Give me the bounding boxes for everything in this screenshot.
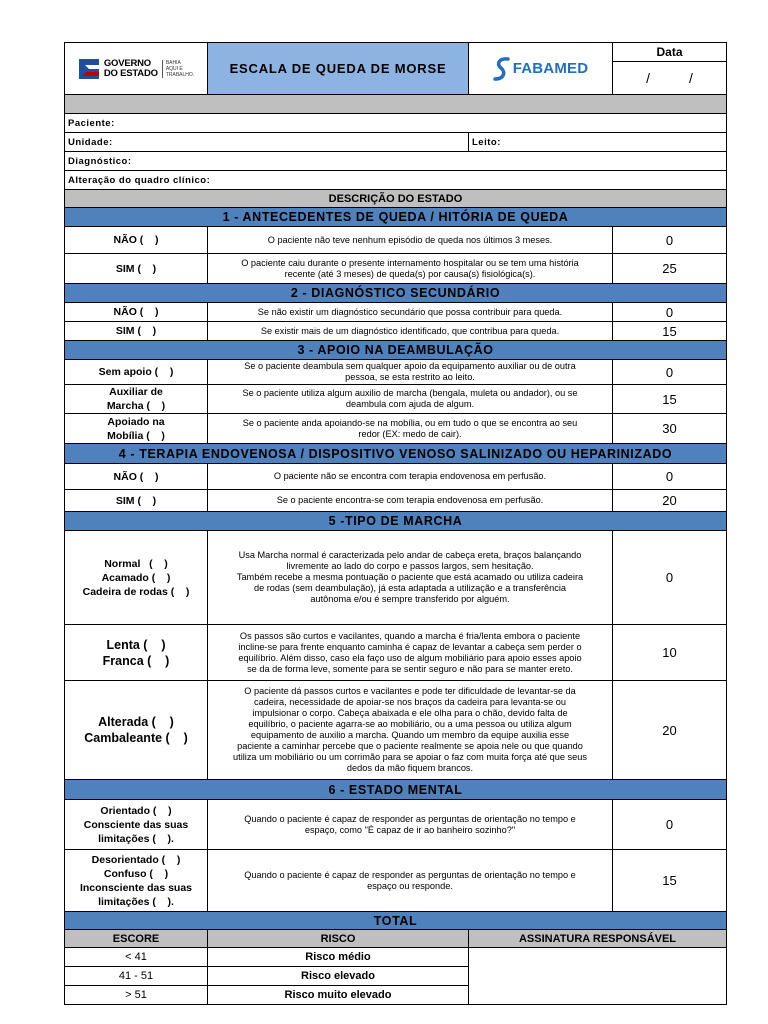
description-line: Quando o paciente é capaz de responder as perguntas de orientação no tempo e	[244, 869, 576, 880]
description-line: autônoma e/ou é sempre transferido por alguém.	[310, 594, 510, 604]
description-line: se da de forma leve, somente para se sentir seguro e não para se manter ereto.	[247, 663, 573, 674]
option-checkbox[interactable]	[65, 800, 208, 850]
criteria-description	[208, 303, 613, 322]
option-label: Auxiliar de	[109, 386, 163, 398]
option-label: Confuso ( )	[103, 867, 169, 880]
logo-tag1: BAHIA	[165, 59, 181, 66]
option-checkbox[interactable]	[65, 490, 208, 512]
criteria-description	[208, 490, 613, 512]
option-label: SIM ( )	[115, 262, 157, 275]
option-label: Sem apoio ( )	[98, 366, 174, 378]
escore-range: < 41	[65, 948, 208, 967]
option-label: Orientado ( )	[100, 804, 172, 817]
criteria-row	[65, 385, 727, 414]
description-line: Também recebe a mesma pontuação o paciente que está acamado ou utiliza cadeira	[236, 572, 584, 582]
option-label: Consciente das suas	[83, 818, 189, 831]
criteria-description	[208, 681, 613, 780]
description-line: pessoa, se esta restrito ao leito.	[345, 372, 475, 382]
criteria-description	[208, 531, 613, 625]
section-header: 3 - APOIO NA DEAMBULAÇÃO	[65, 341, 727, 360]
option-label: Cambaleante ( )	[84, 731, 188, 745]
criteria-row	[65, 531, 727, 625]
description-line: incline-se para frente enquanto caminha é capaz de levantar a cabeça sem perder o	[238, 641, 582, 652]
risco-column-header: RISCO	[208, 930, 469, 948]
description-line: O paciente não teve nenhum episódio de queda nos últimos 3 meses.	[267, 234, 553, 245]
description-line: O paciente dá passos curtos e vacilantes e pode ter dificuldade de levantar-se da	[244, 686, 576, 696]
option-label: Cadeira de rodas ( )	[82, 585, 190, 598]
option-label: limitações ( ).	[98, 895, 174, 908]
option-checkbox[interactable]	[65, 850, 208, 912]
criteria-row	[65, 490, 727, 512]
description-line: Se o paciente deambula sem qualquer apoio da equipamento auxiliar ou de outra	[244, 361, 576, 371]
criteria-row	[65, 850, 727, 912]
signature-field[interactable]	[469, 948, 727, 1005]
description-line: espaço, como "É capaz de ir ao banheiro sozinho?"	[304, 824, 516, 835]
option-label: Desorientado ( )	[91, 853, 181, 866]
description-line: deambula com ajuda de algum.	[345, 399, 475, 409]
section-header: 2 - DIAGNÓSTICO SECUNDÁRIO	[65, 284, 727, 303]
description-line: impulsionar o corpo. Cabeça abaixada e ele olha para o chão, devido falta de	[252, 708, 568, 718]
leito-field[interactable]: Leito:	[469, 133, 727, 152]
option-label: SIM ( )	[115, 325, 157, 337]
description-line: cadeira, necessidade de apoiar-se nos braços da cadeira para levanta-se ou	[253, 697, 567, 707]
form-title: ESCALA DE QUEDA DE MORSE	[208, 43, 469, 95]
risk-level: Risco muito elevado	[208, 986, 469, 1005]
logo-line1: GOVERNO	[103, 57, 151, 69]
governo-bahia-logo	[65, 43, 208, 95]
total-header: TOTAL	[65, 912, 727, 930]
criteria-row	[65, 322, 727, 341]
option-checkbox[interactable]	[65, 531, 208, 625]
score-value: 0	[613, 360, 727, 385]
score-value: 0	[613, 464, 727, 490]
criteria-row	[65, 360, 727, 385]
option-label: Acamado ( )	[101, 571, 171, 584]
description-line: paciente a caminhar percebe que o paciente realmente se apoia nele ou que quando	[237, 741, 583, 751]
option-label: NÃO ( )	[113, 306, 159, 318]
option-checkbox[interactable]	[65, 322, 208, 341]
option-label: NÃO ( )	[113, 470, 159, 483]
criteria-description	[208, 254, 613, 284]
description-line: Os passos são curtos e vacilantes, quando a marcha é fria/lenta embora o paciente	[239, 630, 581, 641]
gray-divider	[65, 95, 727, 114]
criteria-description	[208, 360, 613, 385]
description-line: Se existir mais de um diagnóstico identificado, que contribua para queda.	[260, 325, 560, 336]
diagnostico-field[interactable]: Diagnóstico:	[65, 152, 727, 171]
option-label: SIM ( )	[115, 494, 157, 507]
score-value: 0	[613, 531, 727, 625]
description-line: de rodas (sem deambulação), já esta adaptada a utilização e a transferência	[253, 583, 567, 593]
score-value: 0	[613, 227, 727, 254]
risk-level: Risco elevado	[208, 967, 469, 986]
date-field[interactable]: / /	[613, 62, 727, 95]
criteria-row	[65, 303, 727, 322]
escore-range: 41 - 51	[65, 967, 208, 986]
description-line: espaço ou responde.	[367, 880, 453, 891]
fabamed-s-icon	[493, 56, 511, 82]
score-value: 10	[613, 625, 727, 681]
bahia-flag-icon	[78, 58, 100, 80]
score-value: 20	[613, 681, 727, 780]
escore-column-header: ESCORE	[65, 930, 208, 948]
score-value: 25	[613, 254, 727, 284]
criteria-row	[65, 800, 727, 850]
criteria-description	[208, 414, 613, 444]
criteria-row	[65, 681, 727, 780]
criteria-description	[208, 385, 613, 414]
criteria-description	[208, 850, 613, 912]
option-label: Franca ( )	[102, 653, 170, 668]
description-line: Usa Marcha normal é caracterizada pelo andar de cabeça ereta, braços balançando	[238, 550, 582, 560]
criteria-row	[65, 254, 727, 284]
option-label: limitações ( ).	[98, 832, 174, 845]
description-line: equilíbrio, o paciente agarra-se ao mobiliário, ou a uma pessoa ou utiliza algum	[248, 719, 572, 729]
description-line: utiliza um mobiliário ou um corrimão para se apoiar o faz com muita força até que seus	[233, 752, 587, 762]
unidade-field[interactable]: Unidade:	[65, 133, 469, 152]
description-line: Se não existir um diagnóstico secundário que possa contribuir para queda.	[257, 306, 563, 317]
score-value: 0	[613, 303, 727, 322]
description-line: O paciente caiu durante o presente internamento hospitalar ou se tem uma história	[241, 257, 579, 268]
section-header: 5 -TIPO DE MARCHA	[65, 512, 727, 531]
option-checkbox[interactable]	[65, 464, 208, 490]
description-line: Se o paciente encontra-se com terapia endovenosa em perfusão.	[276, 495, 544, 505]
option-label: Marcha ( )	[106, 400, 166, 412]
fabamed-text: FABAMED	[512, 60, 589, 77]
section-header: 4 - TERAPIA ENDOVENOSA / DISPOSITIVO VENOSO SALINIZADO OU HEPARINIZADO	[65, 444, 727, 464]
option-checkbox[interactable]	[65, 385, 208, 414]
description-line: equipamento de auxilio a marcha. Quando um membro da equipe auxilia esse	[250, 730, 570, 740]
criteria-row	[65, 464, 727, 490]
criteria-description	[208, 227, 613, 254]
escore-range: > 51	[65, 986, 208, 1005]
option-checkbox[interactable]	[65, 360, 208, 385]
description-line: Se o paciente anda apoiando-se na mobília, ou em tudo o que se encontra ao seu	[242, 417, 578, 428]
criteria-description	[208, 322, 613, 341]
criteria-row	[65, 414, 727, 444]
description-line: O paciente não se encontra com terapia endovenosa em perfusão.	[273, 471, 547, 481]
description-line: equilíbrio. Além disso, caso ela faço uso de algum mobiliário para apoio esses apoio	[238, 652, 582, 663]
description-line: Quando o paciente é capaz de responder as perguntas de orientação no tempo e	[244, 813, 576, 824]
criteria-row	[65, 227, 727, 254]
option-checkbox[interactable]	[65, 254, 208, 284]
description-line: recente (até 3 meses) de queda(s) por causa(s) fisiológica(s).	[284, 268, 536, 279]
option-label: Apoiado na	[107, 415, 165, 428]
criteria-row	[65, 625, 727, 681]
logo-tag3: TRABALHO.	[165, 71, 195, 78]
score-value: 0	[613, 800, 727, 850]
paciente-field[interactable]: Paciente:	[65, 114, 727, 133]
logo-tag2: AQUI É	[165, 65, 183, 72]
score-value: 30	[613, 414, 727, 444]
option-checkbox[interactable]	[65, 227, 208, 254]
option-label: NÃO ( )	[113, 234, 159, 246]
logo-line2: DO ESTADO	[103, 67, 158, 79]
assinatura-column-header: ASSINATURA RESPONSÁVEL	[469, 930, 727, 948]
score-value: 20	[613, 490, 727, 512]
risk-level: Risco médio	[208, 948, 469, 967]
option-label: Mobília ( )	[107, 429, 165, 442]
alteracao-field[interactable]: Alteração do quadro clínico:	[65, 171, 727, 190]
criteria-description	[208, 464, 613, 490]
fabamed-logo	[469, 43, 613, 95]
option-label: Inconsciente das suas	[79, 881, 193, 894]
score-value: 15	[613, 385, 727, 414]
score-value: 15	[613, 850, 727, 912]
option-checkbox[interactable]	[65, 303, 208, 322]
section-header: 1 - ANTECEDENTES DE QUEDA / HITÓRIA DE QUEDA	[65, 208, 727, 227]
option-label: Alterada ( )	[98, 715, 174, 729]
option-checkbox[interactable]	[65, 681, 208, 780]
criteria-description	[208, 625, 613, 681]
criteria-description	[208, 800, 613, 850]
option-checkbox[interactable]	[65, 625, 208, 681]
section-header: 6 - ESTADO MENTAL	[65, 780, 727, 800]
option-label: Lenta ( )	[106, 637, 166, 652]
description-line: redor (EX: medo de cair).	[358, 428, 462, 439]
description-line: livremente ao lado do corpo e passos largos, sem hesitação.	[286, 561, 534, 571]
option-checkbox[interactable]	[65, 414, 208, 444]
score-value: 15	[613, 322, 727, 341]
date-label: Data	[613, 43, 727, 62]
option-label: Normal ( )	[104, 557, 168, 570]
description-line: dedos da mão fiquem brancos.	[346, 763, 474, 773]
morse-fall-scale-form	[64, 42, 727, 1005]
description-line: Se o paciente utiliza algum auxilio de marcha (bengala, muleta ou andador), ou se	[242, 388, 578, 398]
descricao-header: DESCRIÇÃO DO ESTADO	[65, 190, 727, 208]
